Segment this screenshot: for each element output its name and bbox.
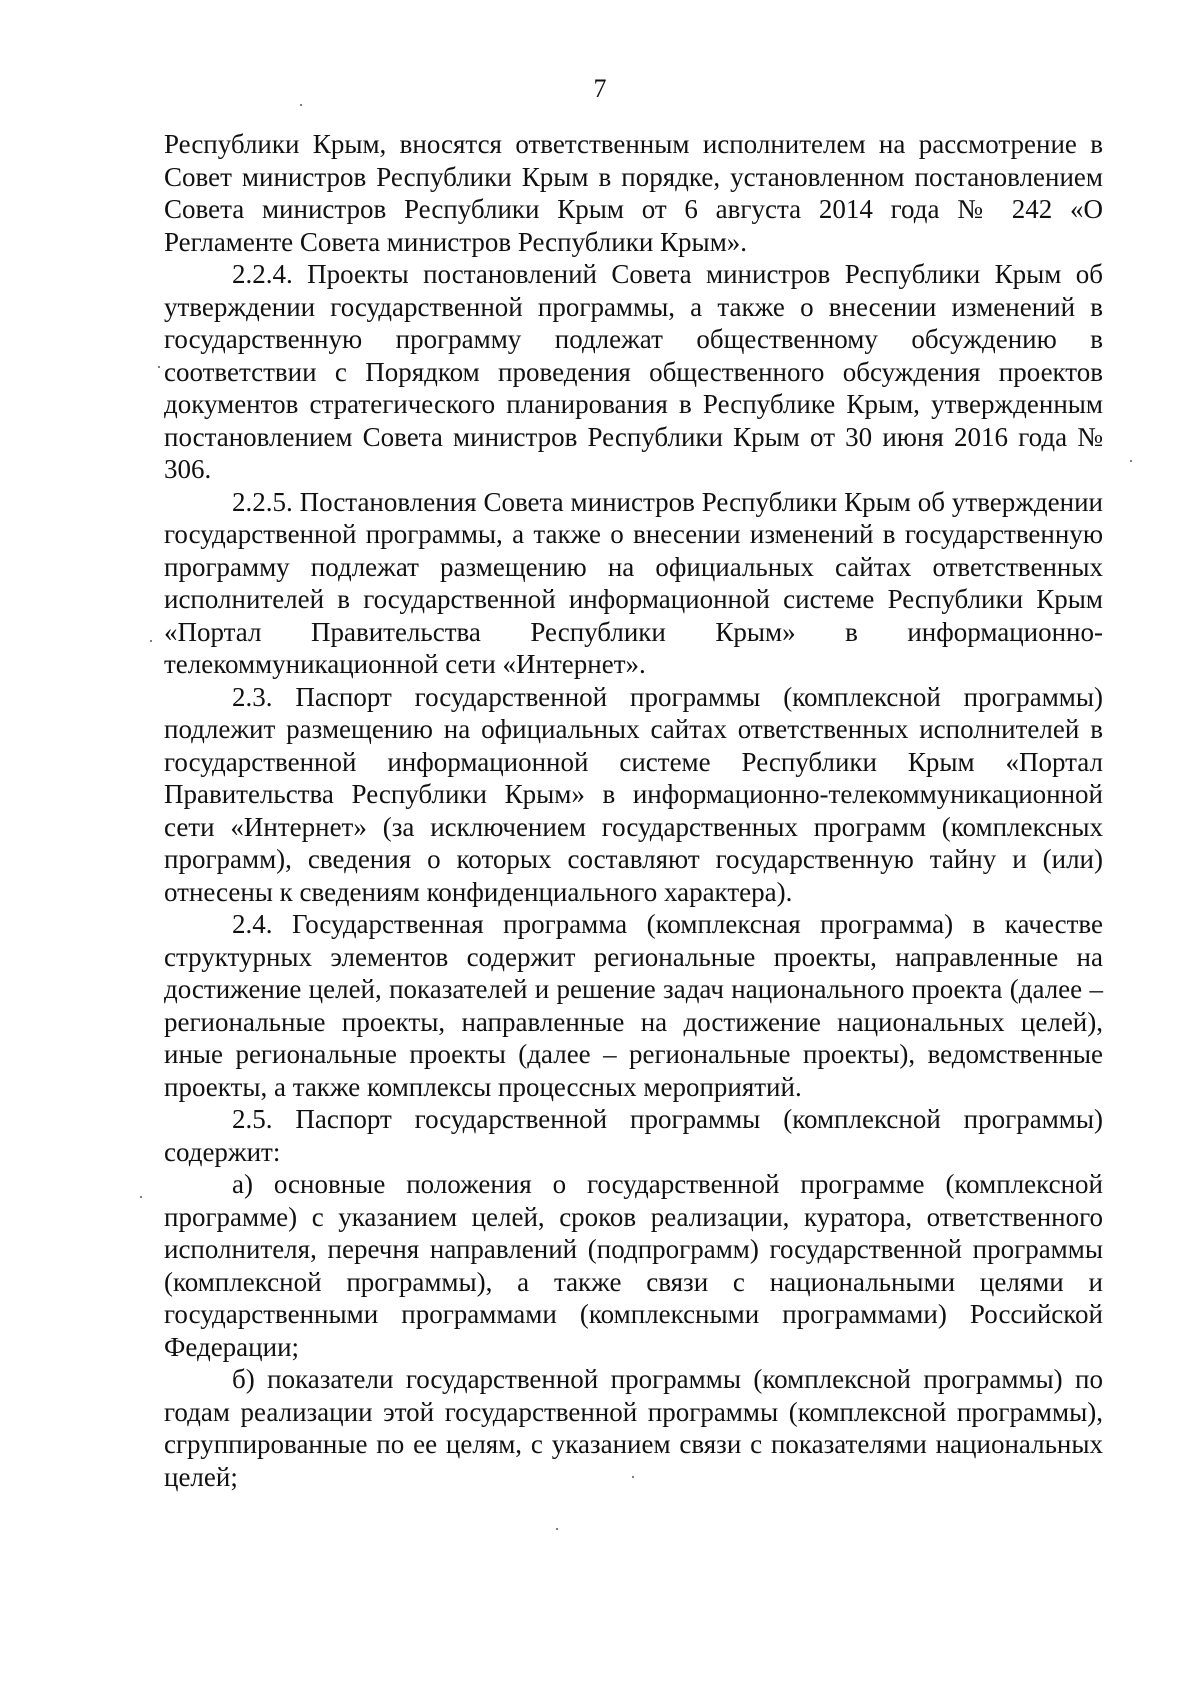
- scan-speck: [158, 366, 160, 368]
- document-body: [164, 128, 1103, 1493]
- scan-speck: [300, 104, 302, 106]
- paragraph-2-5: 2.5. Паспорт государственной программы (комплексной программы) содержит:: [164, 1104, 1103, 1167]
- scan-speck: [556, 1528, 558, 1530]
- paragraph-2-4: 2.4. Государственная программа (комплексная программа) в качестве структурных элементов содержит региональные проекты, направленные на достижение целей, показателей и решение задач национального проекта (далее – региональные проекты, направленные на достижение национальных целей), иные региональные проекты (далее – региональные проекты), ведомственные проекты, а также комплексы процессных мероприятий.: [164, 909, 1103, 1102]
- paragraph-2-2-4: 2.2.4. Проекты постановлений Совета министров Республики Крым об утверждении государственной программы, а также о внесении изменений в государственную программу подлежат общественному обсуждению в соответствии с Порядком проведения общественного обсуждения проектов документов стратегического планирования в Республике Крым, утвержденным постановлением Совета министров Республики Крым от 30 июня 2016 года № 306.: [164, 259, 1103, 484]
- paragraph-continuation: Республики Крым, вносятся ответственным исполнителем на рассмотрение в Совет министров Республики Крым в порядке, установленном постановлением Совета министров Республики Крым от 6 августа 2014 года № 242 «О Регламенте Совета министров Республики Крым».: [164, 129, 1103, 257]
- scan-speck: [140, 1196, 142, 1198]
- paragraph-2-3: 2.3. Паспорт государственной программы (комплексной программы) подлежит размещению на официальных сайтах ответственных исполнителей в государственной информационной системе Республики Крым «Портал Правительства Республики Крым» в информационно-телекоммуникационной сети «Интернет» (за исключением государственных программ (комплексных программ), сведения о которых составляют государственную тайну и (или) отнесены к сведениям конфиденциального характера).: [164, 681, 1103, 907]
- scan-speck: [632, 1476, 634, 1478]
- paragraph-2-5-a: а) основные положения о государственной программе (комплексной программе) с указанием целей, сроков реализации, куратора, ответственного исполнителя, перечня направлений (подпрограмм) государственной программы (комплексной программы), а также связи с национальными целями и государственными программами (комплексными программами) Российской Федерации;: [164, 1169, 1103, 1362]
- page-number: 7: [593, 74, 607, 103]
- paragraph-2-2-5: 2.2.5. Постановления Совета министров Республики Крым об утверждении государственной программы, а также о внесении изменений в государственную программу подлежат размещению на официальных сайтах ответственных исполнителей в государственной информационной системе Республики Крым «Портал Правительства Республики Крым» в информационно-телекоммуникационной сети «Интернет».: [164, 486, 1103, 679]
- scan-speck: [1130, 460, 1132, 462]
- scan-speck: [150, 640, 152, 642]
- paragraph-2-5-b: б) показатели государственной программы (комплексной программы) по годам реализации этой государственной программы (комплексной программы), сгруппированные по ее целям, с указанием связи с показателями национальных целей;: [164, 1364, 1103, 1492]
